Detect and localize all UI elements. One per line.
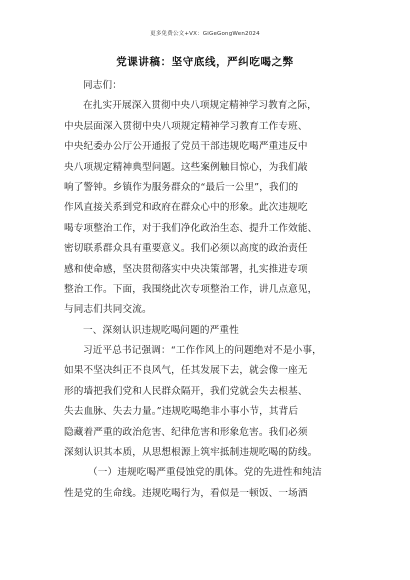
body-text-line: 深刻认识其本质，从思想根源上筑牢抵制违规吃喝的防线。	[64, 447, 318, 459]
body-text-line: 中央纪委办公厅公开通报了党员干部违规吃喝严重违反中	[64, 141, 308, 153]
header-note: 更多免费公文+VX：GiGeGongWen2024	[150, 31, 260, 37]
body-text-line: 央八项规定精神典型问题。这些案例触目惊心，为我们敲	[64, 161, 308, 173]
body-text-line: （一）违规吃喝严重侵蚀党的肌体。党的先进性和纯洁	[88, 467, 322, 479]
body-text-line: 与同志们共同交流。	[64, 304, 152, 316]
body-text-line: 作风直接关系到党和政府在群众心中的形象。此次违规吃	[64, 202, 308, 214]
body-text-line: 失去血脉、失去力量。”违规吃喝绝非小事小节，其背后	[64, 406, 299, 418]
body-text-line: 形的墙把我们党和人民群众隔开，我们党就会失去根基、	[64, 385, 308, 397]
body-text-line: 性是党的生命线。违规吃喝行为，看似是一顿饭、一场酒	[64, 487, 308, 499]
body-text-line: 在扎实开展深入贯彻中央八项规定精神学习教育之际，	[83, 100, 317, 112]
body-text-line: 响了警钟。乡镇作为服务群众的“最后一公里”，我们的	[64, 181, 299, 193]
body-text-line: 同志们：	[83, 80, 122, 91]
body-text-line: 整治工作。下面，我围绕此次专项整治工作，讲几点意见，	[64, 283, 318, 295]
body-text-line: 喝专项整治工作，对于我们净化政治生态、提升工作效能、	[64, 222, 318, 234]
body-text-line: 密切联系群众具有重要意义。我们必须以高度的政治责任	[64, 243, 308, 255]
body-text-line: 中央层面深入贯彻中央八项规定精神学习教育工作专班、	[64, 120, 308, 132]
body-text-line: 如果不坚决纠正不良风气，任其发展下去，就会像一座无	[64, 365, 308, 377]
document-title: 党课讲稿：坚守底线，严纠吃喝之弊	[116, 56, 294, 68]
body-text-line: 习近平总书记强调：“工作作风上的问题绝对不是小事，	[83, 345, 322, 357]
document-body	[64, 76, 356, 504]
body-text-line: 感和使命感，坚决贯彻落实中央决策部署，扎实推进专项	[64, 263, 308, 275]
body-text-line: 隐藏着严重的政治危害、纪律危害和形象危害。我们必须	[64, 426, 308, 438]
section-heading: 一、深刻认识违规吃喝问题的严重性	[83, 324, 239, 336]
